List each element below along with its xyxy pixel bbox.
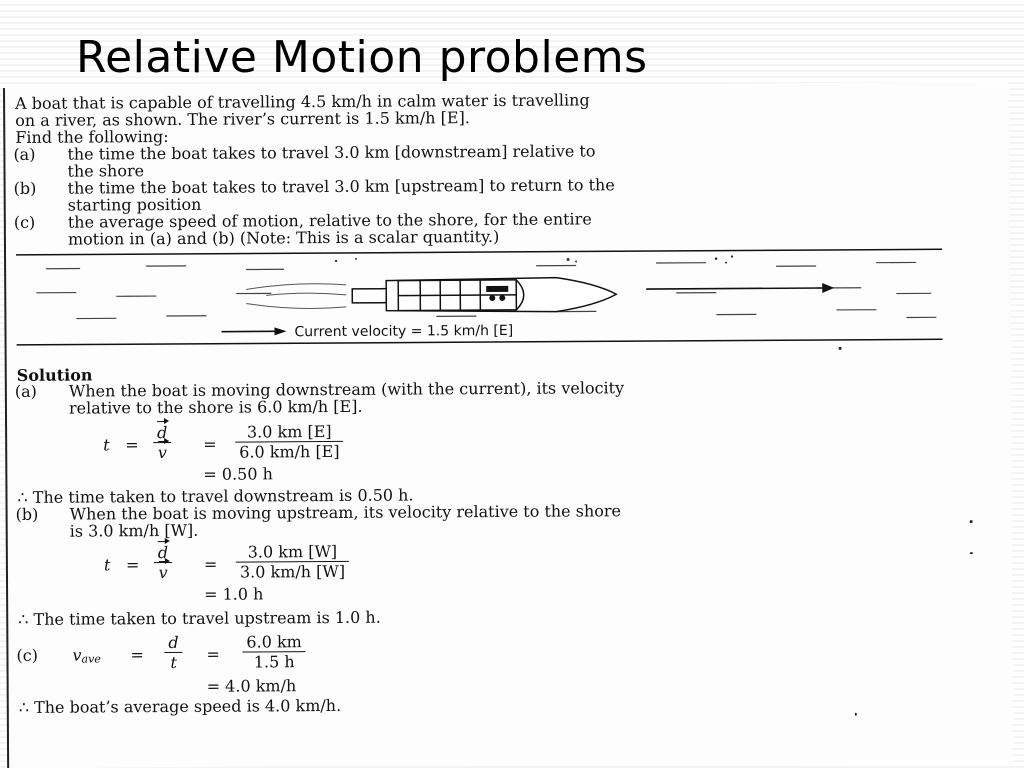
river-figure [16,247,943,347]
item-b-label: (b) [13,178,37,198]
solution-a-line-1 [7,378,1007,400]
equation-c-sub: ave [81,652,101,666]
equation-c-fraction [242,632,306,671]
solution-b-line-1 [8,501,1008,523]
equation-b-numerator: 3.0 km [W] [247,541,338,562]
solution-b-text: When the boat is moving upstream, its velocity relative to the shore [69,501,622,524]
equation-b-fraction [236,542,349,582]
equation-c-numerator: 6.0 km [246,632,302,652]
problem-intro-line-2: on a river, as shown. The river’s current is 1.5 km/h [E]. [15,108,470,130]
equation-a-denominator: 6.0 km/h [E] [235,441,343,462]
equation-a-equals: = [125,435,139,455]
equation-a-lhs: t [103,435,110,455]
equation-b-equals: = [125,555,140,575]
equation-b-v: v [158,563,168,583]
item-b-line-2: starting position [67,194,202,215]
item-c-text: the average speed of motion, relative to the shore, for the entire [67,209,592,232]
item-c-line-1 [6,209,1006,231]
scan-speck [839,347,842,350]
scanned-page [3,82,1013,768]
equation-a-v: v [157,443,167,463]
problem-intro-line-1: A boat that is capable of travelling 4.5 km/h in calm water is travelling [15,90,590,113]
slide-title: Relative Motion problems [76,32,648,83]
solution-b-conclusion: ∴ The time taken to travel upstream is 1.0 h. [18,607,381,629]
item-c-line-2: motion in (a) and (b) (Note: This is a scalar quantity.) [67,226,500,249]
equation-c-lhs [72,645,100,665]
equation-a-dv [153,423,171,462]
equation-c-result: = 4.0 km/h [206,676,297,696]
solution-heading: Solution [16,365,93,385]
item-c-label: (c) [13,212,36,232]
solution-a-text: When the boat is moving downstream (with the current), its velocity [68,378,625,401]
solution-b-label: (b) [15,504,39,524]
solution-a-line-2: relative to the shore is 6.0 km/h [E]. [68,396,363,418]
scan-speck [970,552,973,554]
equation-a-equals-2: = [203,434,217,454]
item-b-text: the time the boat takes to travel 3.0 km [upstream] to return to the [67,175,615,198]
scan-speck [970,520,973,523]
solution-c-conclusion: ∴ The boat’s average speed is 4.0 km/h. [18,695,342,717]
equation-a-result: = 0.50 h [203,464,273,484]
item-a-line-1 [5,141,1005,163]
current-velocity-label: Current velocity = 1.5 km/h [E] [294,322,514,341]
equation-c-denominator: 1.5 h [242,651,306,671]
equation-a-fraction [235,422,344,462]
solution-a-label: (a) [14,381,37,401]
equation-a-d: d [157,423,168,443]
equation-b-dv [154,543,172,582]
solution-b-line-2: is 3.0 km/h [W]. [69,520,199,541]
item-a-label: (a) [13,144,36,164]
item-b-line-1 [6,175,1006,197]
equation-c-d: d [168,632,179,652]
equation-c-equals: = [130,645,144,665]
solution-c-label: (c) [16,645,38,665]
solution-a-conclusion: ∴ The time taken to travel downstream is 0.50 h. [17,485,414,507]
equation-a-numerator: 3.0 km [E] [246,421,332,442]
equation-b-denominator: 3.0 km/h [W] [236,561,349,582]
equation-c-dt [164,633,182,672]
equation-b-lhs: t [103,555,111,575]
find-heading: Find the following: [15,126,169,147]
equation-b-result: = 1.0 h [204,584,264,604]
equation-c-t: t [164,652,182,672]
equation-b-d: d [157,543,169,563]
item-a-text: the time the boat takes to travel 3.0 km [downstream] relative to [67,141,596,164]
equation-b-equals-2: = [203,554,218,574]
item-a-line-2: the shore [67,161,145,181]
equation-c-v: v [72,645,82,665]
scan-speck [855,713,857,716]
equation-c-equals-2: = [206,644,220,664]
